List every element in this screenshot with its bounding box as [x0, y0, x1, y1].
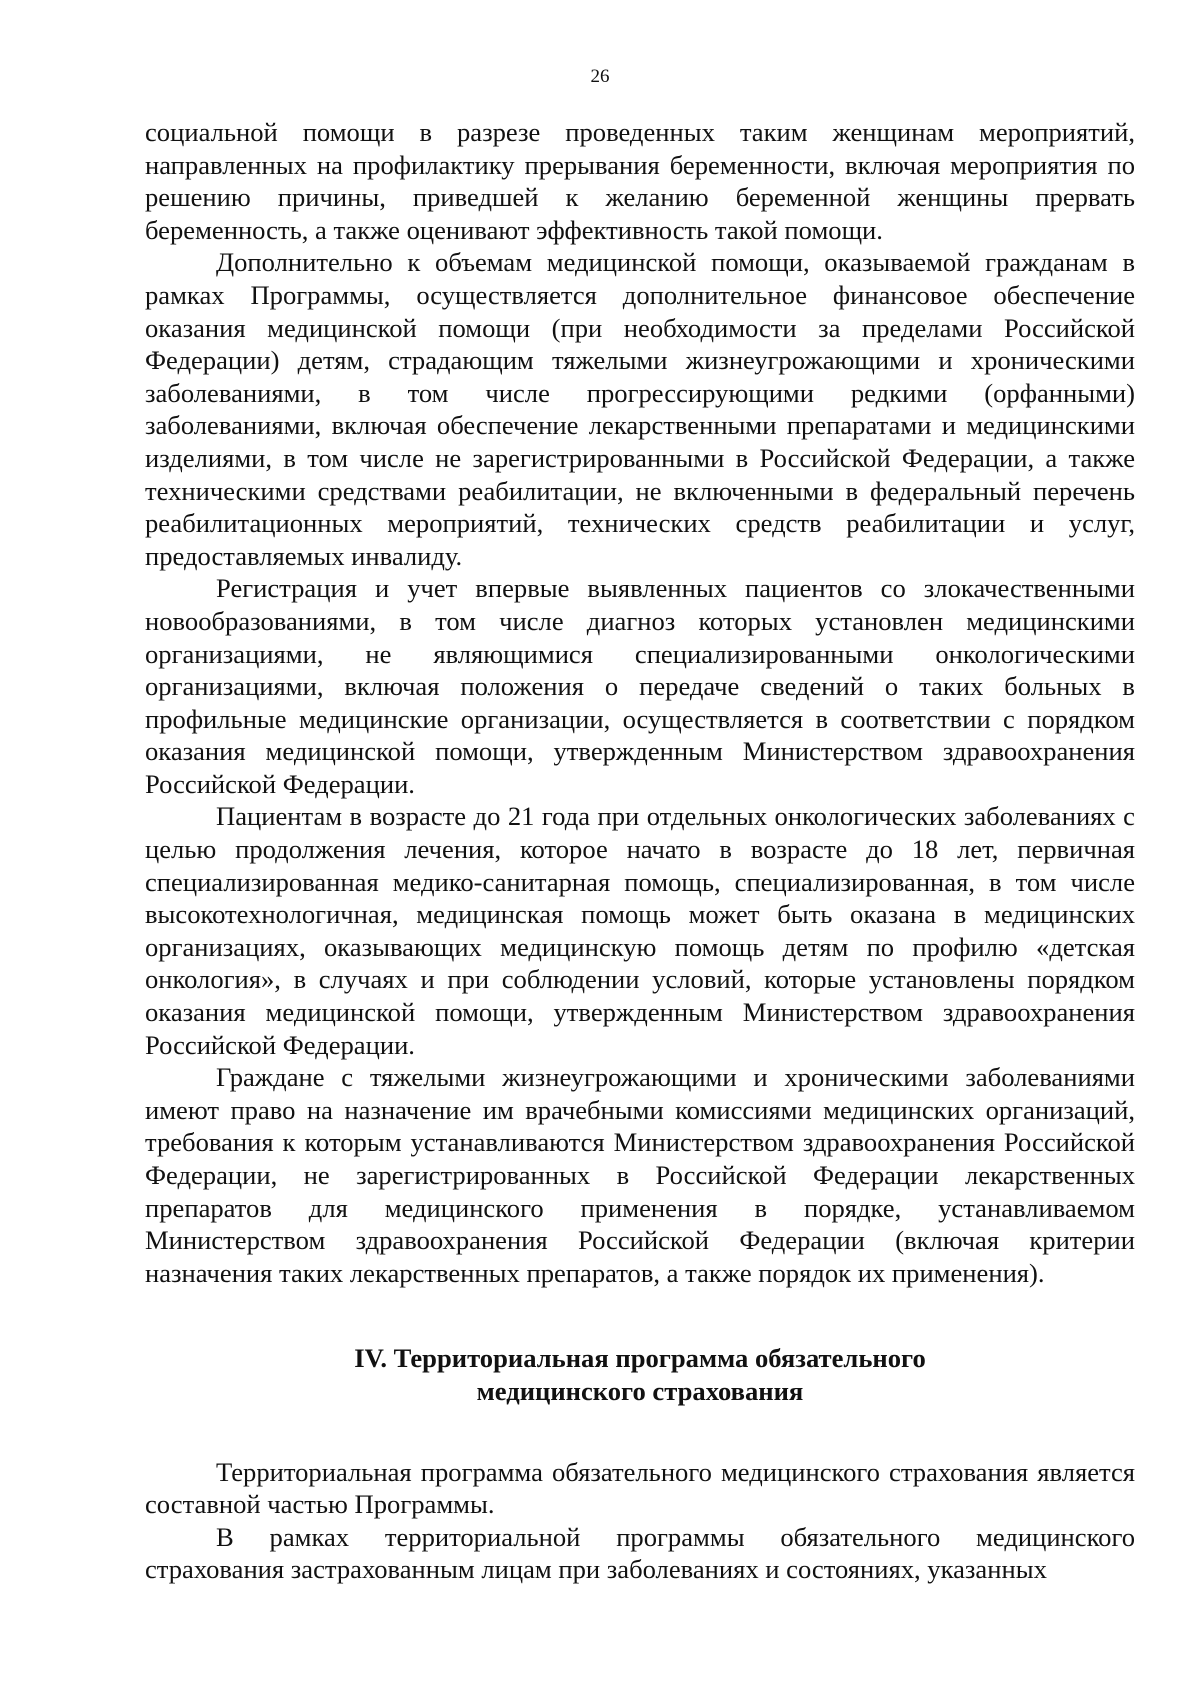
paragraph-continuation: социальной помощи в разрезе проведенных таким женщинам мероприятий, направленных на профилактику прерывания беременности, включая мероприятия по решению причины, приведшей к желанию беременной женщины прервать беременность, а также оценивают эффективность такой помощи.	[145, 117, 1135, 245]
paragraph-insured-persons: В рамках территориальной программы обязательного медицинского страхования застрахованным лицам при заболеваниях и состояниях, указанных	[145, 1521, 1135, 1585]
paragraph-additional-financing: Дополнительно к объемам медицинской помощи, оказываемой гражданам в рамках Программы, осуществляется дополнительное финансовое обеспечение оказания медицинской помощи (при необходимости за пределами Российской Федерации) детям, страдающим тяжелыми жизнеугрожающими и хроническими заболеваниями, в том числе прогрессирующими редкими (орфанными) заболеваниями, включая обеспечение лекарственными препаратами и медицинскими изделиями, в том числе не зарегистрированными в Российской Федерации, а также техническими средствами реабилитации, не включенными в федеральный перечень реабилитационных мероприятий, технических средств реабилитации и услуг, предоставляемых инвалиду.	[145, 247, 1135, 571]
page-number: 26	[590, 66, 610, 87]
paragraph-unregistered-drugs: Граждане с тяжелыми жизнеугрожающими и хроническими заболеваниями имеют право на назначение им врачебными комиссиями медицинских организаций, требования к которым устанавливаются Министерством здравоохранения Российской Федерации, не зарегистрированных в Российской Федерации лекарственных препаратов для медицинского применения в порядке, устанавливаемом Министерством здравоохранения Российской Федерации (включая критерии назначения таких лекарственных препаратов, а также порядок их применения).	[145, 1062, 1135, 1288]
section-heading-line-2: медицинского страхования	[476, 1375, 804, 1406]
section-heading	[145, 1342, 1135, 1407]
paragraph-territorial-program: Территориальная программа обязательного медицинского страхования является составной частью Программы.	[145, 1456, 1135, 1520]
document-body	[145, 116, 1135, 1586]
section-heading-line-1: IV. Территориальная программа обязательного	[354, 1343, 926, 1374]
paragraph-patients-under-21: Пациентам в возрасте до 21 года при отдельных онкологических заболеваниях с целью продолжения лечения, которое начато в возрасте до 18 лет, первичная специализированная медико-санитарная помощь, специализированная, в том числе высокотехнологичная, медицинская помощь может быть оказана в медицинских организациях, оказывающих медицинскую помощь детям по профилю «детская онкология», в случаях и при соблюдении условий, которые установлены порядком оказания медицинской помощи, утвержденным Министерством здравоохранения Российской Федерации.	[145, 801, 1135, 1060]
paragraph-cancer-registration: Регистрация и учет впервые выявленных пациентов со злокачественными новообразованиями, в том числе диагноз которых установлен медицинскими организациями, не являющимися специализированными онкологическими организациями, включая положения о передаче сведений о таких больных в профильные медицинские организации, осуществляется в соответствии с порядком оказания медицинской помощи, утвержденным Министерством здравоохранения Российской Федерации.	[145, 573, 1135, 799]
